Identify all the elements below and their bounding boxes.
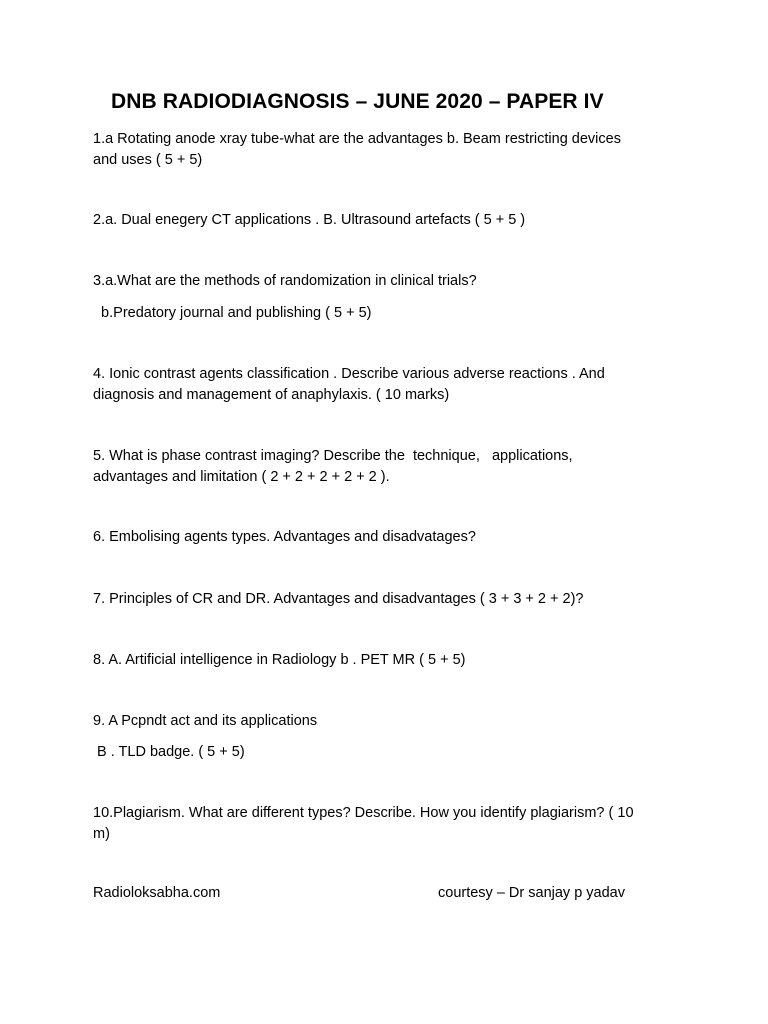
question-3-line-1: 3.a.What are the methods of randomization in clinical trials? — [93, 273, 477, 289]
question-5-line-2: advantages and limitation ( 2 + 2 + 2 + 2 + 2 ). — [93, 469, 390, 485]
question-10-line-2: m) — [93, 826, 110, 842]
question-1-line-2: and uses ( 5 + 5) — [93, 152, 203, 168]
question-6-line-1: 6. Embolising agents types. Advantages and disadvatages? — [93, 529, 476, 545]
question-10-line-1: 10.Plagiarism. What are different types? Describe. How you identify plagiarism? ( 10 — [93, 805, 634, 821]
question-2-line-1: 2.a. Dual enegery CT applications . B. Ultrasound artefacts ( 5 + 5 ) — [93, 212, 526, 228]
document-title: DNB RADIODIAGNOSIS – JUNE 2020 – PAPER IV — [111, 90, 604, 113]
question-3-line-2: b.Predatory journal and publishing ( 5 + 5) — [93, 305, 372, 321]
footer-website: Radioloksabha.com — [93, 885, 221, 901]
question-4-line-2: diagnosis and management of anaphylaxis. ( 10 marks) — [93, 387, 450, 403]
question-9-line-2: B . TLD badge. ( 5 + 5) — [93, 744, 245, 760]
question-9-line-1: 9. A Pcpndt act and its applications — [93, 713, 318, 729]
question-1-line-1: 1.a Rotating anode xray tube-what are the advantages b. Beam restricting devices — [93, 131, 621, 147]
question-5-line-1: 5. What is phase contrast imaging? Describe the technique, applications, — [93, 448, 573, 464]
question-7-line-1: 7. Principles of CR and DR. Advantages and disadvantages ( 3 + 3 + 2 + 2)? — [93, 591, 584, 607]
question-4-line-1: 4. Ionic contrast agents classification . Describe various adverse reactions . And — [93, 366, 605, 382]
footer-courtesy: courtesy – Dr sanjay p yadav — [438, 885, 625, 901]
question-8-line-1: 8. A. Artificial intelligence in Radiology b . PET MR ( 5 + 5) — [93, 652, 466, 668]
